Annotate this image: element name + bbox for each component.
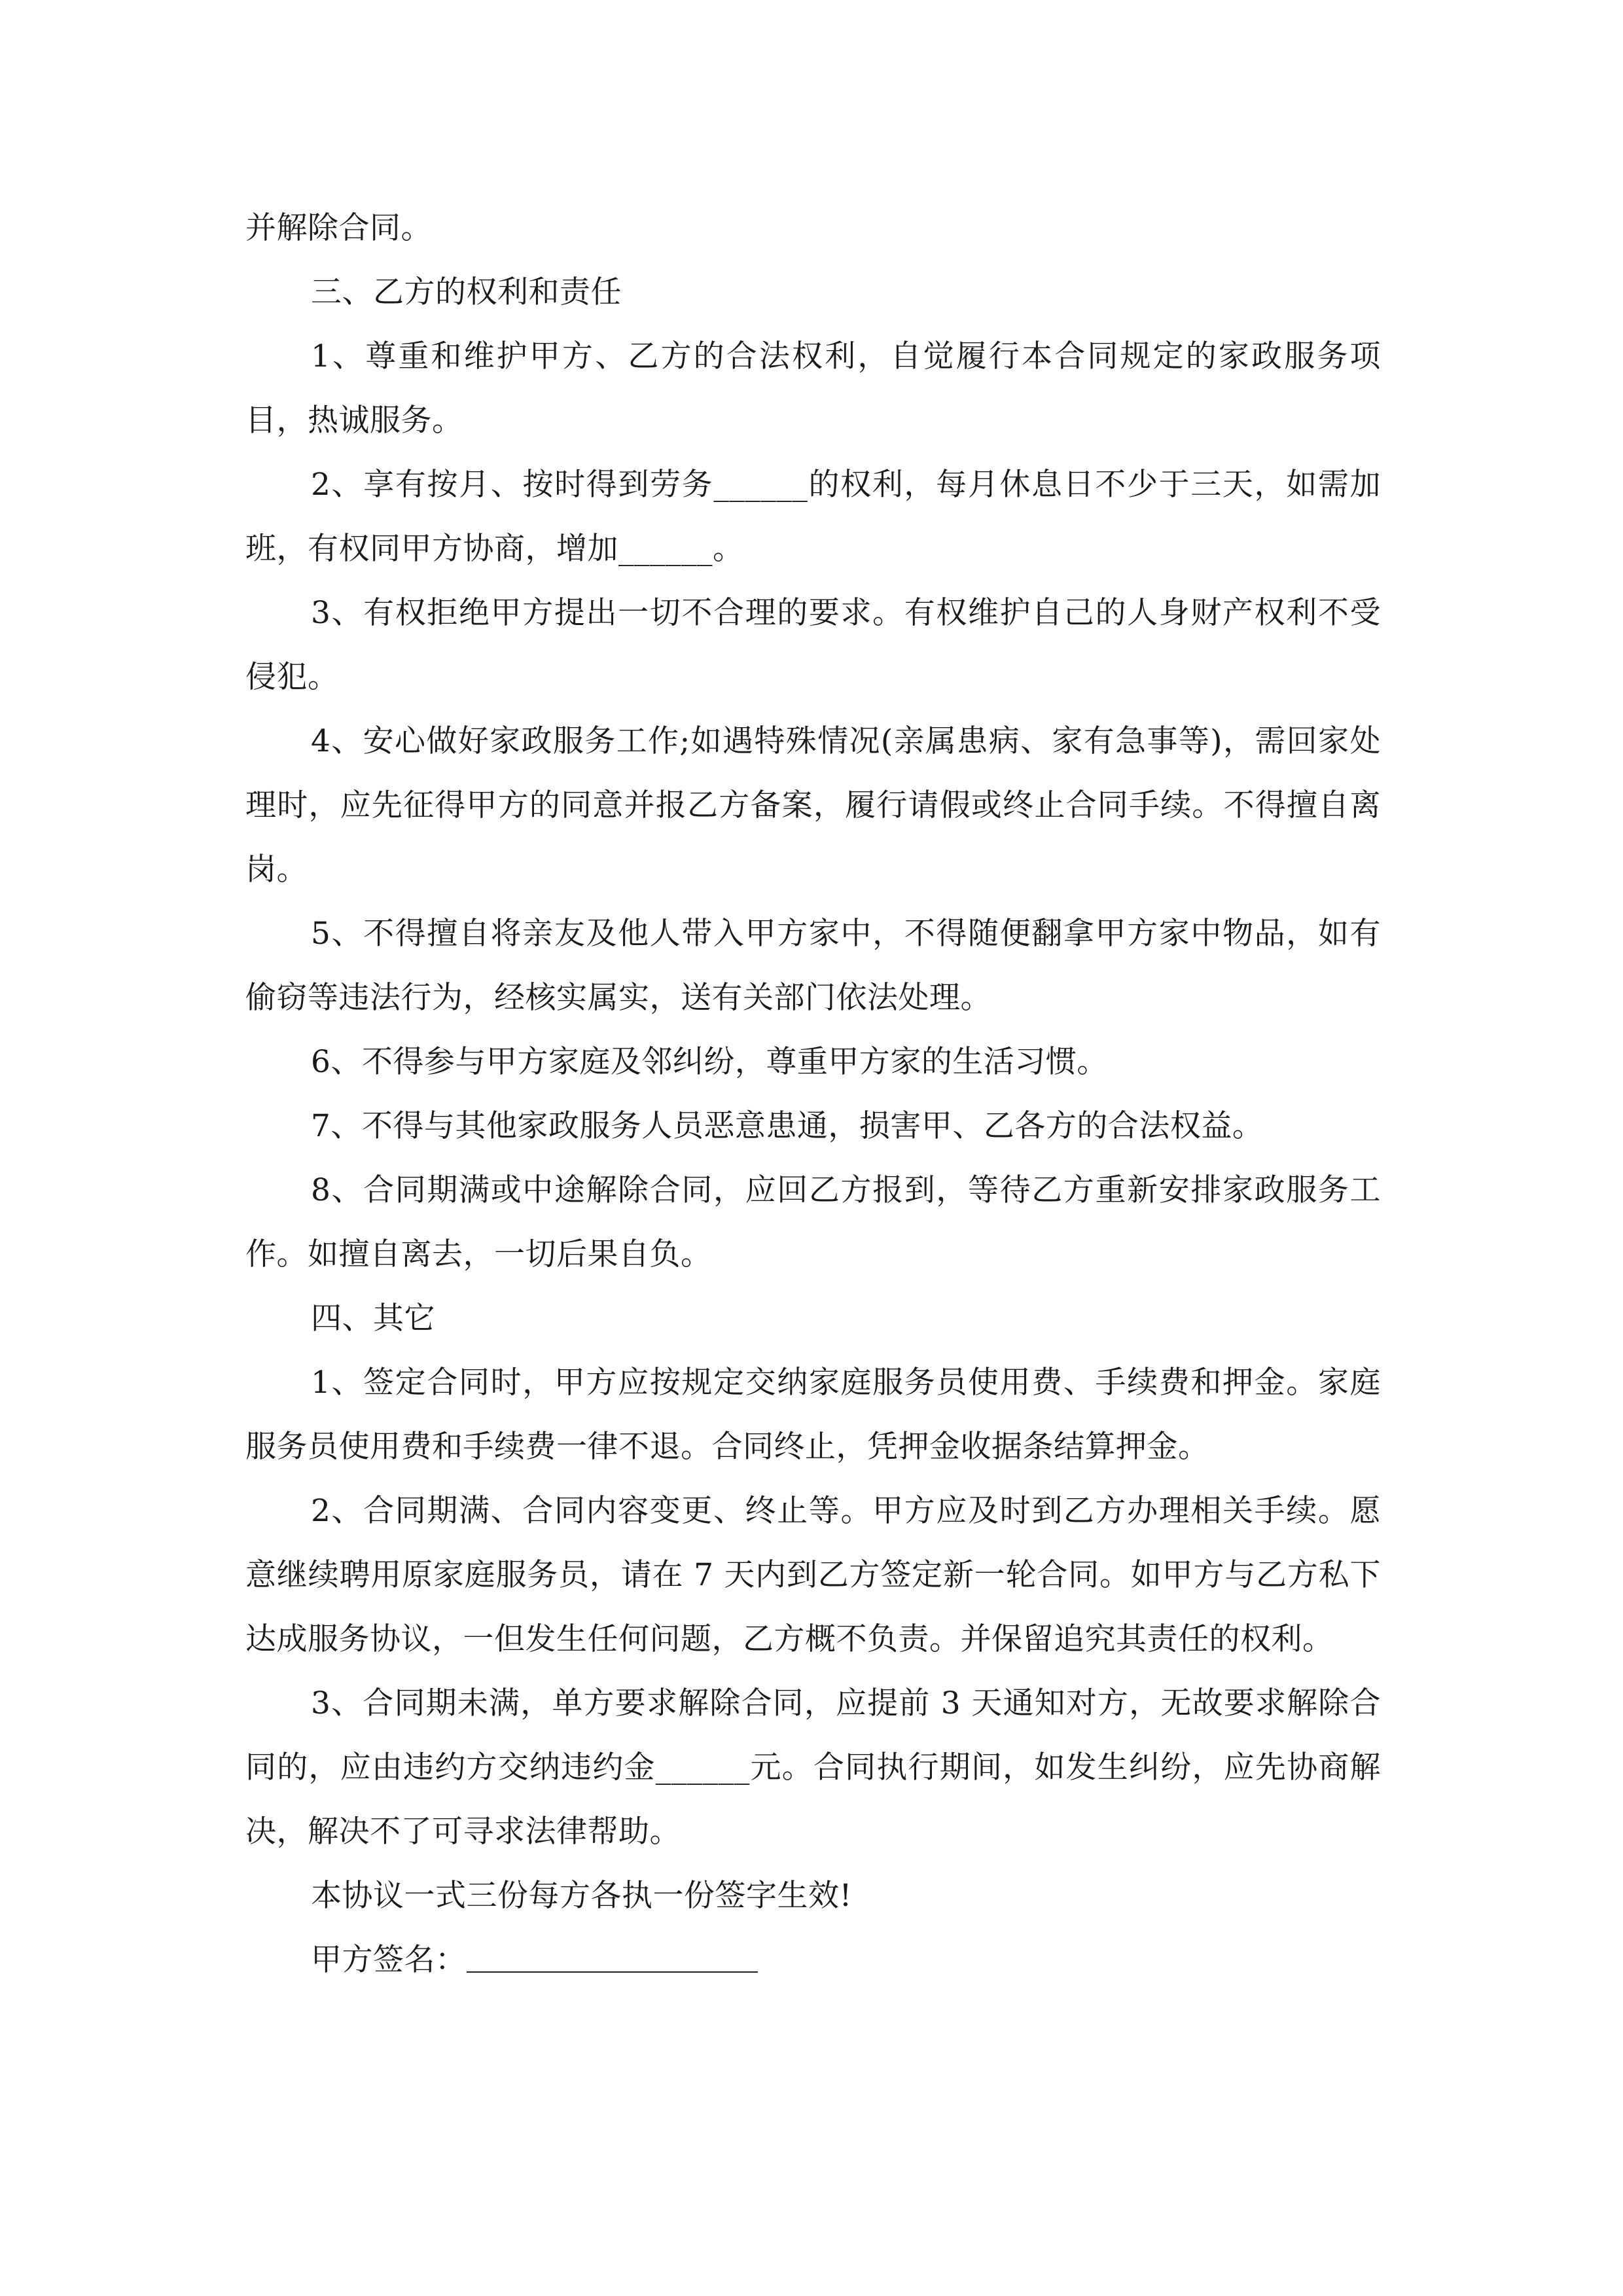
paragraph: 1、尊重和维护甲方、乙方的合法权利，自觉履行本合同规定的家政服务项目，热诚服务。 <box>245 338 1381 439</box>
paragraph: 8、合同期满或中途解除合同，应回乙方报到，等待乙方重新安排家政服务工作。如擅自离去，一切后果自负。 <box>245 1172 1381 1272</box>
paragraph: 3、有权拒绝甲方提出一切不合理的要求。有权维护自己的人身财产权利不受侵犯。 <box>245 595 1381 695</box>
paragraph: 5、不得擅自将亲友及他人带入甲方家中，不得随便翻拿甲方家中物品，如有偷窃等违法行为，经核实属实，送有关部门依法处理。 <box>245 916 1381 1016</box>
paragraph: 并解除合同。 <box>245 210 432 246</box>
paragraph: 2、享有按月、按时得到劳务______的权利，每月休息日不少于三天，如需加班，有权同甲方协商，增加______。 <box>245 467 1381 567</box>
paragraph: 2、合同期满、合同内容变更、终止等。甲方应及时到乙方办理相关手续。愿意继续聘用原家庭服务员，请在 7 天内到乙方签定新一轮合同。如甲方与乙方私下达成服务协议，一但发生任何问题，乙方概不负责。并保留追究其责任的权利。 <box>245 1493 1381 1657</box>
signature-line[interactable] <box>467 1939 758 1973</box>
paragraph: 6、不得参与甲方家庭及邻纠纷，尊重甲方家的生活习惯。 <box>311 1044 1108 1080</box>
signature-row <box>245 1928 1381 1992</box>
paragraph: 7、不得与其他家政服务人员恶意患通，损害甲、乙各方的合法权益。 <box>311 1108 1264 1144</box>
signature-label: 甲方签名： <box>311 1942 467 1978</box>
paragraph: 4、安心做好家政服务工作;如遇特殊情况(亲属患病、家有急事等)，需回家处理时，应先征得甲方的同意并报乙方备案，履行请假或终止合同手续。不得擅自离岗。 <box>245 723 1381 888</box>
section-heading: 三、乙方的权利和责任 <box>311 274 622 310</box>
paragraph: 1、签定合同时，甲方应按规定交纳家庭服务员使用费、手续费和押金。家庭服务员使用费和手续费一律不退。合同终止，凭押金收据条结算押金。 <box>245 1365 1381 1465</box>
section-heading: 四、其它 <box>311 1300 435 1336</box>
paragraph: 本协议一式三份每方各执一份签字生效! <box>311 1878 852 1914</box>
paragraph: 3、合同期未满，单方要求解除合同，应提前 3 天通知对方，无故要求解除合同的，应由违约方交纳违约金______元。合同执行期间，如发生纠纷，应先协商解决，解决不了可寻求法律帮助。 <box>245 1685 1381 1850</box>
document-page <box>245 196 1381 1992</box>
